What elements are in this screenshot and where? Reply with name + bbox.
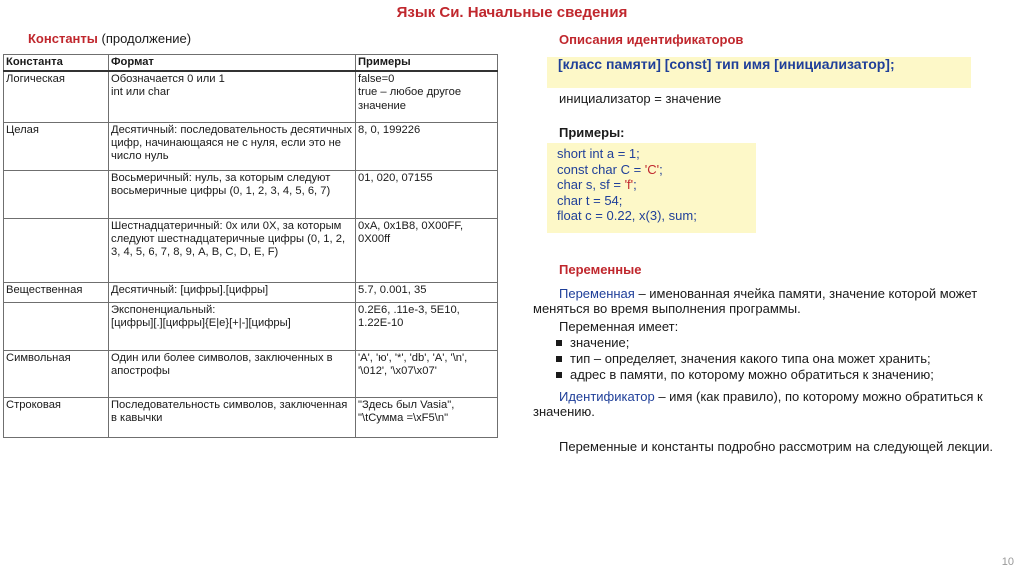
list-item-text: адрес в памяти, по которому можно обратиться к значению; — [570, 367, 934, 382]
cell-examples: "Здесь был Vasia", "\tСумма =\xF5\n" — [356, 397, 498, 437]
variable-has: Переменная имеет: — [559, 319, 679, 334]
code-text: float c = 0.22, x(3), sum; — [557, 208, 697, 223]
descriptions-heading: Описания идентификаторов — [559, 32, 744, 47]
cell-examples: 'A', 'ю', '*', 'db', 'A', '\n', '\012', '\x07\x07' — [356, 350, 498, 397]
syntax-box — [547, 57, 971, 88]
cell-type — [4, 302, 109, 350]
identifier-definition — [533, 389, 1013, 419]
bullet-icon — [556, 372, 562, 378]
identifier-definition-text: – имя (как правило), по которому можно обратиться к значению. — [533, 389, 983, 419]
bullet-icon — [556, 356, 562, 362]
code-line — [557, 208, 756, 224]
cell-format-text: Обозначается 0 или 1 int или char — [111, 73, 225, 99]
cell-examples: 0.2E6, .11e-3, 5E10, 1.22E-10 — [356, 302, 498, 350]
table-row — [4, 122, 498, 170]
cell-examples — [356, 71, 498, 122]
page-number: 10 — [1001, 556, 1014, 568]
code-text: ; — [659, 161, 663, 177]
list-item — [556, 351, 931, 366]
table-row — [4, 218, 498, 282]
cell-type: Строковая — [4, 397, 109, 437]
cell-format: Десятичный: [цифры].[цифры] — [109, 282, 356, 302]
code-text: short int a = 1; — [557, 146, 640, 161]
cell-format: Последовательность символов, заключенная в кавычки — [109, 397, 356, 437]
cell-format: Шестнадцатеричный: 0x или 0X, за которым следуют шестнадцатеричные цифры (0, 1, 2, 3, 4, 5, 6, 7, 8, 9, A, B, C, D, E, F) — [109, 218, 356, 282]
code-text: ; — [633, 177, 637, 192]
table-header-constant: Константа — [4, 55, 109, 72]
code-line — [557, 177, 756, 193]
cell-type: Логическая — [4, 71, 109, 122]
constants-heading — [28, 31, 191, 46]
constants-table — [3, 54, 498, 438]
list-item — [556, 335, 629, 350]
table-row — [4, 302, 498, 350]
identifier-term: Идентификатор — [559, 389, 655, 404]
list-item-text: тип – определяет, значения какого типа она может хранить; — [570, 351, 931, 366]
cell-format: Один или более символов, заключенных в апострофы — [109, 350, 356, 397]
cell-format — [109, 302, 356, 350]
examples-heading: Примеры: — [559, 125, 625, 140]
syntax-text: [класс памяти] [const] тип имя [инициализатор]; — [558, 56, 895, 72]
initializer-line: инициализатор = значение — [559, 91, 722, 106]
variable-definition — [533, 286, 1013, 316]
cell-type: Вещественная — [4, 282, 109, 302]
variable-definition-text: – именованная ячейка памяти, значение которой может меняться во время выполнения программы. — [533, 286, 978, 316]
cell-format: Десятичный: последовательность десятичных цифр, начинающаяся не с нуля, если это не число нуль — [109, 122, 356, 170]
table-header-examples: Примеры — [356, 55, 498, 72]
table-row — [4, 397, 498, 437]
table-row — [4, 282, 498, 302]
code-string: 'f' — [624, 177, 634, 192]
cell-format — [109, 71, 356, 122]
table-header-format: Формат — [109, 55, 356, 72]
cell-examples: 0xA, 0x1B8, 0X00FF, 0X00ff — [356, 218, 498, 282]
variable-term: Переменная — [559, 286, 635, 301]
cell-examples: 8, 0, 199226 — [356, 122, 498, 170]
table-row — [4, 71, 498, 122]
code-text: char s, sf = — [557, 177, 625, 192]
code-text: const char C = — [557, 161, 645, 177]
closing-text: Переменные и константы подробно рассмотрим на следующей лекции. — [559, 439, 993, 454]
cell-type: Целая — [4, 122, 109, 170]
cell-type — [4, 218, 109, 282]
cell-examples-text: false=0 true – любое другое значение — [358, 73, 462, 112]
cell-format: Восьмеричный: нуль, за которым следуют восьмеричные цифры (0, 1, 2, 3, 4, 5, 6, 7) — [109, 170, 356, 218]
constants-heading-bold: Константы — [28, 31, 98, 46]
table-row — [4, 350, 498, 397]
cell-type — [4, 170, 109, 218]
constants-heading-rest: (продолжение) — [97, 31, 192, 46]
cell-examples: 01, 020, 07155 — [356, 170, 498, 218]
list-item — [556, 367, 934, 382]
cell-type: Символьная — [4, 350, 109, 397]
list-item-text: значение; — [570, 335, 630, 350]
code-line — [557, 146, 756, 162]
cell-examples: 5.7, 0.001, 35 — [356, 282, 498, 302]
table-row — [4, 170, 498, 218]
cell-format-text: Экспоненциальный: [цифры][.][цифры]{E|e}[+|-][цифры] — [111, 303, 291, 329]
code-example-box — [547, 143, 756, 233]
bullet-icon — [556, 340, 562, 346]
code-line — [557, 193, 756, 209]
code-string: 'C' — [644, 161, 660, 177]
code-text: char t = 54; — [557, 192, 623, 208]
page-title: Язык Си. Начальные сведения — [396, 4, 628, 21]
variables-heading: Переменные — [559, 262, 642, 277]
code-line — [557, 162, 756, 178]
